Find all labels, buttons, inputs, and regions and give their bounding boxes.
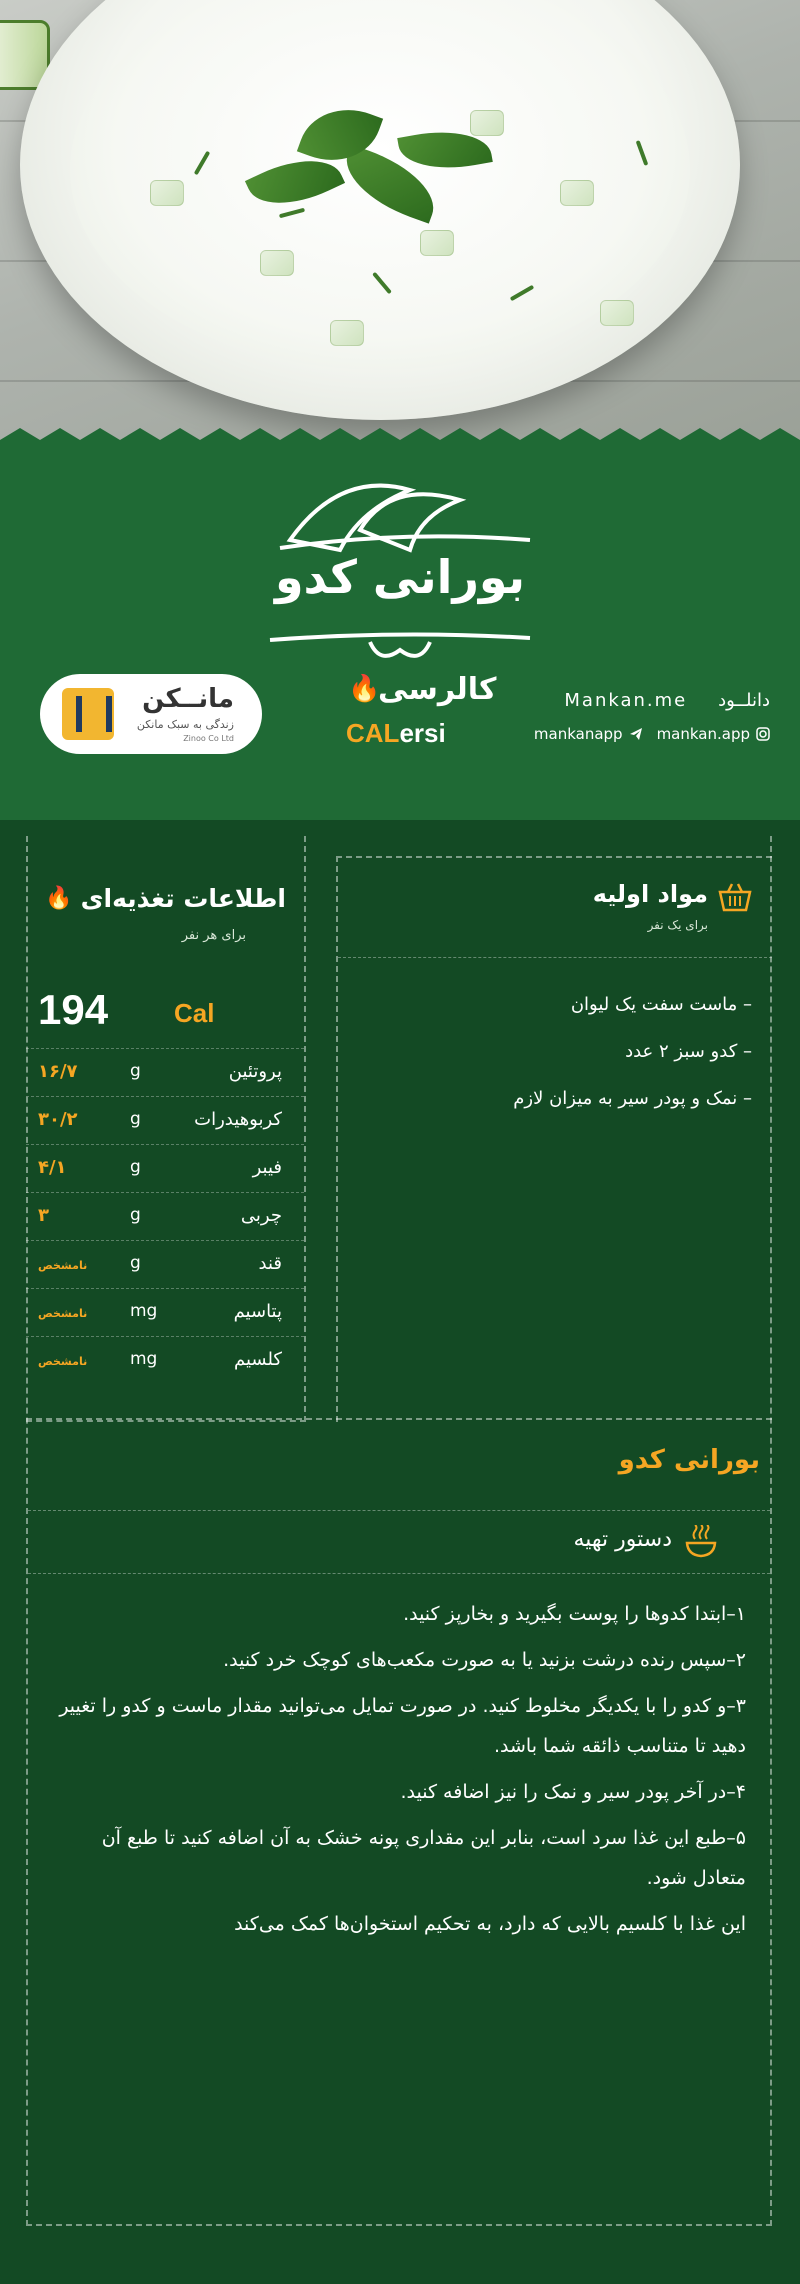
flame-icon: 🔥	[45, 886, 73, 911]
download-line	[510, 690, 770, 711]
recipe-title: بورانی کدو	[274, 550, 526, 604]
nutrition-title-row	[45, 884, 286, 913]
instagram-handle: mankan.app	[656, 725, 750, 743]
nutrient-unit: mg	[130, 1349, 158, 1369]
zucchini-cube-image	[260, 250, 294, 276]
nutrition-title: اطلاعات تغذیه‌ای	[80, 884, 286, 913]
preparation-header	[28, 1510, 770, 1574]
basket-icon	[718, 882, 752, 912]
calories-unit: Cal	[174, 998, 215, 1028]
ingredients-panel	[336, 856, 772, 1422]
zucchini-cube-image	[560, 180, 594, 206]
header-section	[0, 450, 800, 830]
nutrient-row-sugar	[26, 1240, 304, 1288]
preparation-steps	[46, 1594, 746, 1950]
nutrient-label: فیبر	[252, 1157, 282, 1178]
nutrient-label: کربوهیدرات	[194, 1109, 282, 1130]
nutrient-unit: g	[130, 1253, 141, 1273]
mankan-logo-icon	[62, 688, 114, 740]
nutrient-value: ۴/۱	[38, 1157, 67, 1178]
nutrient-label: پتاسیم	[233, 1301, 282, 1322]
nutrient-value: ۳	[38, 1205, 49, 1226]
mankan-brand-badge[interactable]	[40, 674, 262, 754]
preparation-recipe-name: بورانی کدو	[618, 1445, 760, 1475]
brand-company: Zinoo Co Ltd	[183, 734, 234, 743]
nutrient-value: ۱۶/۷	[38, 1061, 78, 1082]
download-info	[510, 690, 770, 743]
calersi-en-suffix: ersi	[399, 718, 446, 748]
nutrition-subtitle: برای هر نفر	[181, 928, 246, 943]
hero-photo	[0, 0, 800, 460]
nutrient-row-fat	[26, 1192, 304, 1240]
nutrient-value: نامشخص	[38, 1259, 88, 1272]
calersi-en-prefix: CAL	[346, 718, 400, 748]
download-site[interactable]: Mankan.me	[564, 690, 688, 711]
ingredient-item: – نمک و پودر سیر به میزان لازم	[513, 1088, 752, 1109]
nutrient-unit: mg	[130, 1301, 158, 1321]
telegram-icon	[629, 727, 643, 741]
preparation-step: ۴–در آخر پودر سیر و نمک را نیز اضافه کنید.	[400, 1781, 746, 1803]
social-links	[510, 725, 770, 743]
ingredient-item: – ماست سفت یک لیوان	[570, 994, 752, 1015]
nutrient-unit: g	[130, 1157, 141, 1177]
nutrient-row-carbohydrate	[26, 1096, 304, 1144]
nutrient-label: چربی	[240, 1205, 282, 1226]
nutrient-unit: g	[130, 1205, 141, 1225]
nutrition-panel	[26, 836, 306, 1422]
calersi-logo[interactable]	[340, 672, 497, 762]
calersi-name-en	[346, 718, 446, 749]
ingredients-subtitle: برای یک نفر	[647, 918, 708, 932]
brand-name: مانــکن	[142, 684, 234, 714]
nutrient-unit: g	[130, 1061, 141, 1081]
ingredient-item: – کدو سبز ۲ عدد	[625, 1041, 752, 1062]
ingredients-title: مواد اولیه	[592, 880, 708, 908]
nutrient-label: کلسیم	[234, 1349, 282, 1370]
nutrient-row-fiber	[26, 1144, 304, 1192]
zucchini-cube-image	[330, 320, 364, 346]
nutrient-row-protein	[26, 1048, 304, 1096]
nutrient-value: نامشخص	[38, 1355, 88, 1368]
instagram-link[interactable]	[657, 725, 770, 743]
download-label: دانلــود	[718, 690, 770, 711]
zucchini-cube-image	[420, 230, 454, 256]
preparation-step: ۳–و کدو را با یکدیگر مخلوط کنید. در صورت تمایل می‌توانید مقدار ماست و کدو را تغییر دهید تا متناسب ذائقه شما باشد.	[59, 1695, 746, 1757]
zucchini-cube-image	[470, 110, 504, 136]
brand-slogan: زندگی به سبک مانکن	[136, 718, 234, 731]
zucchini-cube-image	[600, 300, 634, 326]
nutrient-label: پروتئین	[228, 1061, 282, 1082]
flame-icon: 🔥	[348, 674, 381, 704]
ingredients-header	[338, 858, 772, 958]
preparation-note: این غذا با کلسیم بالایی که دارد، به تحکیم استخوان‌ها کمک می‌کند	[234, 1913, 746, 1935]
calersi-name-fa: کالرسی	[378, 672, 497, 707]
zucchini-cube-image	[150, 180, 184, 206]
preparation-step: ۲–سپس رنده درشت بزنید یا به صورت مکعب‌های کوچک خرد کنید.	[223, 1649, 746, 1671]
nutrient-label: قند	[258, 1253, 282, 1274]
preparation-step: ۵–طبع این غذا سرد است، بنابر این مقداری پونه خشک به آن اضافه کنید تا طبع آن متعادل شود.	[101, 1827, 746, 1889]
preparation-title: دستور تهیه	[573, 1527, 672, 1552]
preparation-step: ۱–ابتدا کدوها را پوست بگیرید و بخارپز کنید.	[403, 1603, 746, 1625]
steaming-bowl-icon	[684, 1525, 718, 1559]
title-emblem	[250, 470, 550, 670]
calories-value: 194	[38, 986, 109, 1033]
telegram-link[interactable]	[534, 725, 643, 743]
nutrient-value: نامشخص	[38, 1307, 88, 1320]
telegram-handle: mankanapp	[533, 725, 623, 743]
ingredients-list	[352, 994, 752, 1135]
nutrient-value: ۳۰/۲	[38, 1109, 78, 1130]
nutrient-row-potassium	[26, 1288, 304, 1336]
section-divider	[26, 1418, 772, 1420]
nutrient-row-calcium	[26, 1336, 304, 1384]
instagram-icon	[756, 727, 770, 741]
nutrient-unit: g	[130, 1109, 141, 1129]
